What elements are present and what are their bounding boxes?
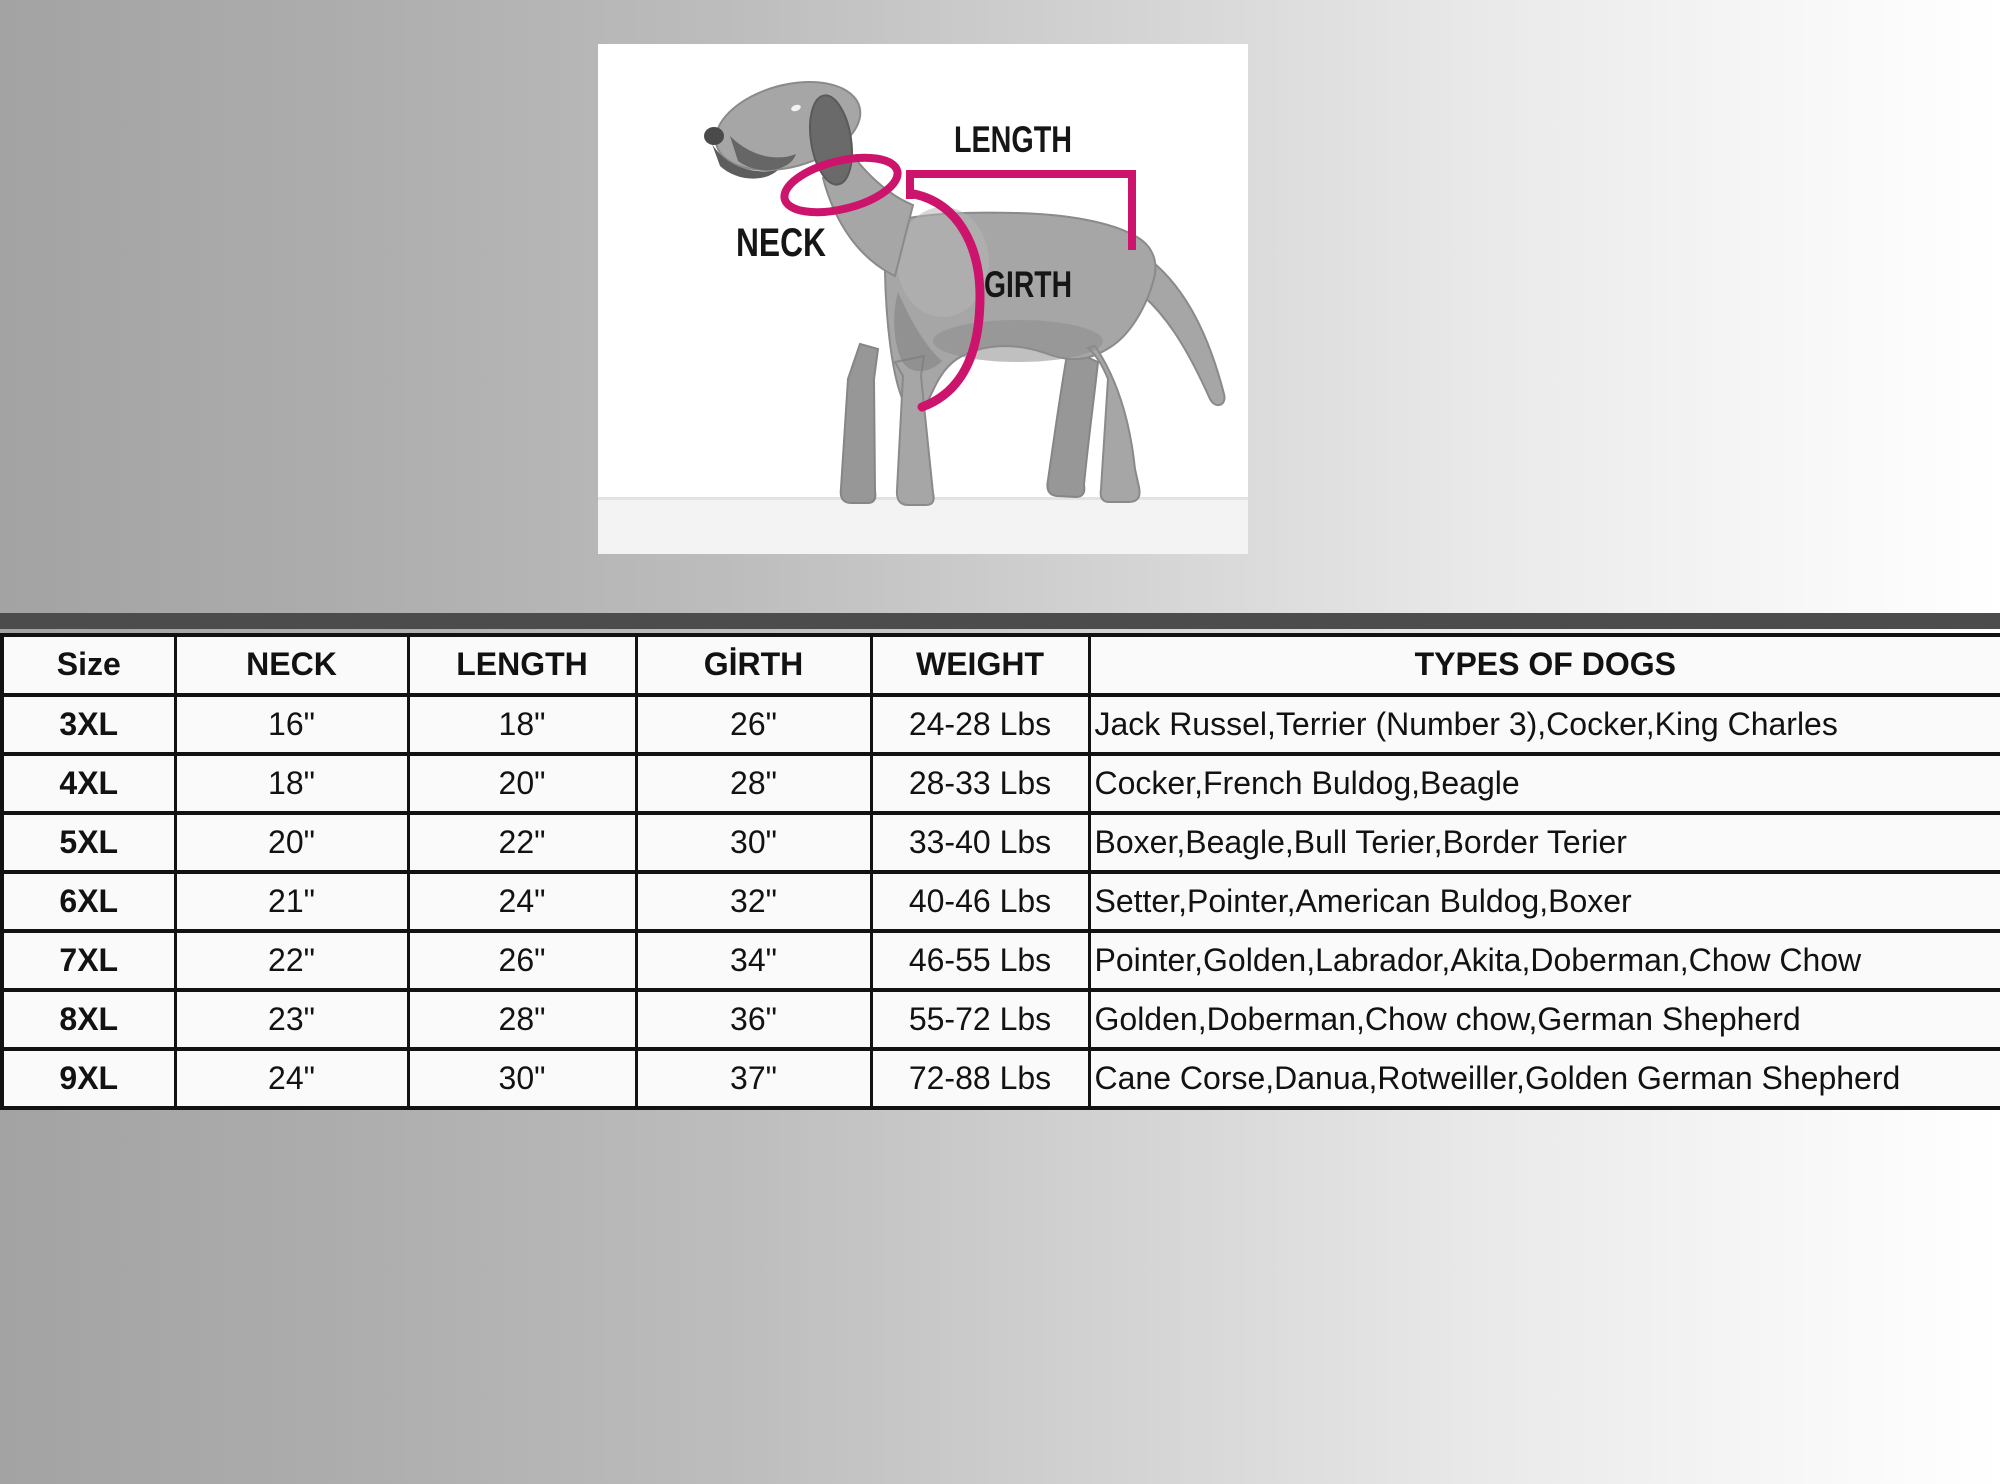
neck-cell: 23": [175, 990, 408, 1049]
dog-far-front-leg: [841, 344, 878, 503]
dog-nose: [704, 127, 724, 145]
types-cell: Pointer,Golden,Labrador,Akita,Doberman,Chow Chow: [1089, 931, 2000, 990]
length-cell: 24": [408, 872, 636, 931]
size-chart-body: [2, 695, 2000, 1108]
size-cell: 7XL: [2, 931, 175, 990]
size-cell: 9XL: [2, 1049, 175, 1108]
types-cell: Golden,Doberman,Chow chow,German Shepherd: [1089, 990, 2000, 1049]
table-row-3xl: [2, 695, 2000, 754]
size-cell: 4XL: [2, 754, 175, 813]
length-cell: 28": [408, 990, 636, 1049]
length-cell: 22": [408, 813, 636, 872]
length-cell: 30": [408, 1049, 636, 1108]
girth-cell: 26": [636, 695, 871, 754]
header-girth: GİRTH: [636, 635, 871, 695]
weight-cell: 46-55 Lbs: [871, 931, 1089, 990]
separator-line: [0, 613, 2000, 629]
types-cell: Cane Corse,Danua,Rotweiller,Golden German Shepherd: [1089, 1049, 2000, 1108]
header-types: TYPES OF DOGS: [1089, 635, 2000, 695]
header-size: Size: [2, 635, 175, 695]
size-cell: 8XL: [2, 990, 175, 1049]
table-row-5xl: [2, 813, 2000, 872]
weight-cell: 28-33 Lbs: [871, 754, 1089, 813]
girth-cell: 30": [636, 813, 871, 872]
table-row-8xl: [2, 990, 2000, 1049]
girth-cell: 34": [636, 931, 871, 990]
weight-cell: 24-28 Lbs: [871, 695, 1089, 754]
table-row-7xl: [2, 931, 2000, 990]
neck-cell: 20": [175, 813, 408, 872]
length-label: LENGTH: [954, 119, 1072, 160]
girth-label: GIRTH: [984, 264, 1072, 305]
types-cell: Boxer,Beagle,Bull Terier,Border Terier: [1089, 813, 2000, 872]
table-header-row: [2, 635, 2000, 695]
size-cell: 3XL: [2, 695, 175, 754]
weight-cell: 33-40 Lbs: [871, 813, 1089, 872]
types-cell: Cocker,French Buldog,Beagle: [1089, 754, 2000, 813]
girth-cell: 32": [636, 872, 871, 931]
header-neck: NECK: [175, 635, 408, 695]
header-weight: WEIGHT: [871, 635, 1089, 695]
table-row-4xl: [2, 754, 2000, 813]
types-cell: Jack Russel,Terrier (Number 3),Cocker,King Charles: [1089, 695, 2000, 754]
neck-cell: 24": [175, 1049, 408, 1108]
weight-cell: 72-88 Lbs: [871, 1049, 1089, 1108]
girth-cell: 36": [636, 990, 871, 1049]
size-chart-table-wrap: [0, 633, 2000, 1110]
neck-cell: 21": [175, 872, 408, 931]
dog-measurement-diagram: [598, 44, 1248, 554]
weight-cell: 40-46 Lbs: [871, 872, 1089, 931]
table-row-6xl: [2, 872, 2000, 931]
size-chart-table: [0, 633, 2000, 1110]
floor-band: [598, 500, 1248, 554]
neck-label: NECK: [736, 221, 827, 265]
table-row-9xl: [2, 1049, 2000, 1108]
length-cell: 18": [408, 695, 636, 754]
types-cell: Setter,Pointer,American Buldog,Boxer: [1089, 872, 2000, 931]
dog-far-rear-leg: [1047, 349, 1098, 497]
size-cell: 5XL: [2, 813, 175, 872]
dog-illustration: [598, 44, 1248, 554]
length-cell: 20": [408, 754, 636, 813]
weight-cell: 55-72 Lbs: [871, 990, 1089, 1049]
header-length: LENGTH: [408, 635, 636, 695]
girth-cell: 28": [636, 754, 871, 813]
size-cell: 6XL: [2, 872, 175, 931]
neck-cell: 22": [175, 931, 408, 990]
neck-cell: 18": [175, 754, 408, 813]
neck-cell: 16": [175, 695, 408, 754]
girth-cell: 37": [636, 1049, 871, 1108]
length-cell: 26": [408, 931, 636, 990]
dog-belly-shadow: [933, 320, 1103, 362]
